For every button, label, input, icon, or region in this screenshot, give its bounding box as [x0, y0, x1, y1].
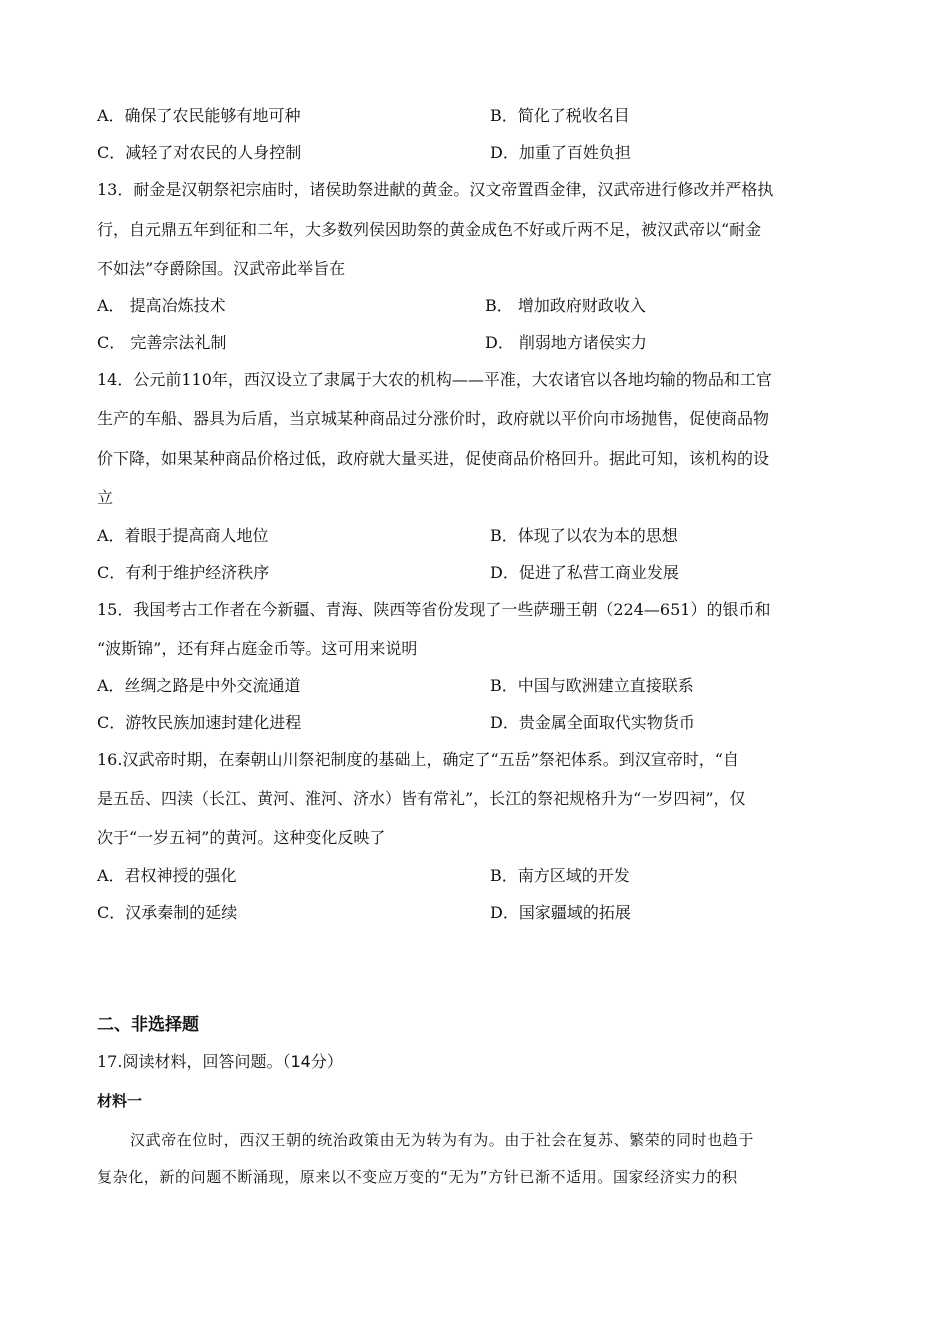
section-title: 二、非选择题 [97, 1015, 199, 1035]
q12-option-c: C．减轻了对农民的人身控制 [97, 143, 302, 162]
material-line-1: 汉武帝在位时，西汉王朝的统治政策由无为转为有为。由于社会在复苏、繁荣的同时也趋于 [130, 1131, 755, 1149]
material-line-2: 复杂化，新的问题不断涌现，原来以不变应万变的“无为”方针已渐不适用。国家经济实力的积 [97, 1168, 738, 1186]
q16-option-a: A．君权神授的强化 [97, 866, 237, 885]
q14-option-a: A．着眼于提高商人地位 [97, 526, 269, 545]
q16-option-d: D．国家疆域的拓展 [490, 903, 631, 922]
q14-stem-line-1: 14．公元前110年，西汉设立了隶属于大农的机构——平准，大农诸官以各地均输的物品和工官 [97, 370, 772, 389]
q15-stem-line-1: 15．我国考古工作者在今新疆、青海、陕西等省份发现了一些萨珊王朝（224—651）的银币和 [97, 600, 771, 619]
q16-stem-line-2: 是五岳、四渎（长江、黄河、淮河、济水）皆有常礼”，长江的祭祀规格升为“一岁四祠”，仅 [97, 789, 746, 808]
q15-option-d: D．贵金属全面取代实物货币 [490, 713, 695, 732]
q13-option-a: A． 提高冶炼技术 [97, 296, 226, 315]
q13-option-d: D． 削弱地方诸侯实力 [485, 333, 647, 352]
q15-option-a: A．丝绸之路是中外交流通道 [97, 676, 301, 695]
q13-stem-line-3: 不如法”夺爵除国。汉武帝此举旨在 [97, 259, 346, 278]
q13-option-b: B． 增加政府财政收入 [485, 296, 646, 315]
q14-option-c: C．有利于维护经济秩序 [97, 563, 270, 582]
q16-option-b: B．南方区域的开发 [490, 866, 630, 885]
q14-stem-line-2: 生产的车船、器具为后盾，当京城某种商品过分涨价时，政府就以平价向市场抛售，促使商品物 [97, 409, 770, 428]
q14-stem-line-3: 价下降，如果某种商品价格过低，政府就大量买进，促使商品价格回升。据此可知，该机构的设 [97, 449, 770, 468]
q14-stem-line-4: 立 [97, 488, 114, 507]
q15-option-b: B．中国与欧洲建立直接联系 [490, 676, 694, 695]
q16-stem-line-3: 次于“一岁五祠”的黄河。这种变化反映了 [97, 828, 386, 847]
q17-score: 14 [290, 1052, 311, 1071]
q15-option-c: C．游牧民族加速封建化进程 [97, 713, 302, 732]
q16-option-c: C．汉承秦制的延续 [97, 903, 238, 922]
q13-stem-line-2: 行，自元鼎五年到征和二年，大多数列侯因助祭的黄金成色不好或斤两不足，被汉武帝以“耐金 [97, 220, 762, 239]
q13-option-c: C． 完善宗法礼制 [97, 333, 227, 352]
q14-option-b: B．体现了以农为本的思想 [490, 526, 678, 545]
q17-prompt-suffix: 分） [310, 1052, 343, 1071]
q12-option-d: D．加重了百姓负担 [490, 143, 631, 162]
q14-option-d: D．促进了私营工商业发展 [490, 563, 679, 582]
q12-option-a: A．确保了农民能够有地可种 [97, 106, 301, 125]
q16-stem-line-1: 16.汉武帝时期，在秦朝山川祭祀制度的基础上，确定了“五岳”祭祀体系。到汉宣帝时，“自 [97, 750, 739, 769]
q17-prompt-text: 17.阅读材料，回答问题。（ [97, 1052, 291, 1071]
q13-stem-line-1: 13．耐金是汉朝祭祀宗庙时，诸侯助祭进献的黄金。汉文帝置酉金律，汉武帝进行修改并严格执 [97, 180, 774, 199]
q15-stem-line-2: “波斯锦”，还有拜占庭金币等。这可用来说明 [97, 639, 418, 658]
q17-prompt [97, 1051, 857, 1073]
material-title: 材料一 [97, 1092, 143, 1110]
q12-option-b: B．简化了税收名目 [490, 106, 630, 125]
